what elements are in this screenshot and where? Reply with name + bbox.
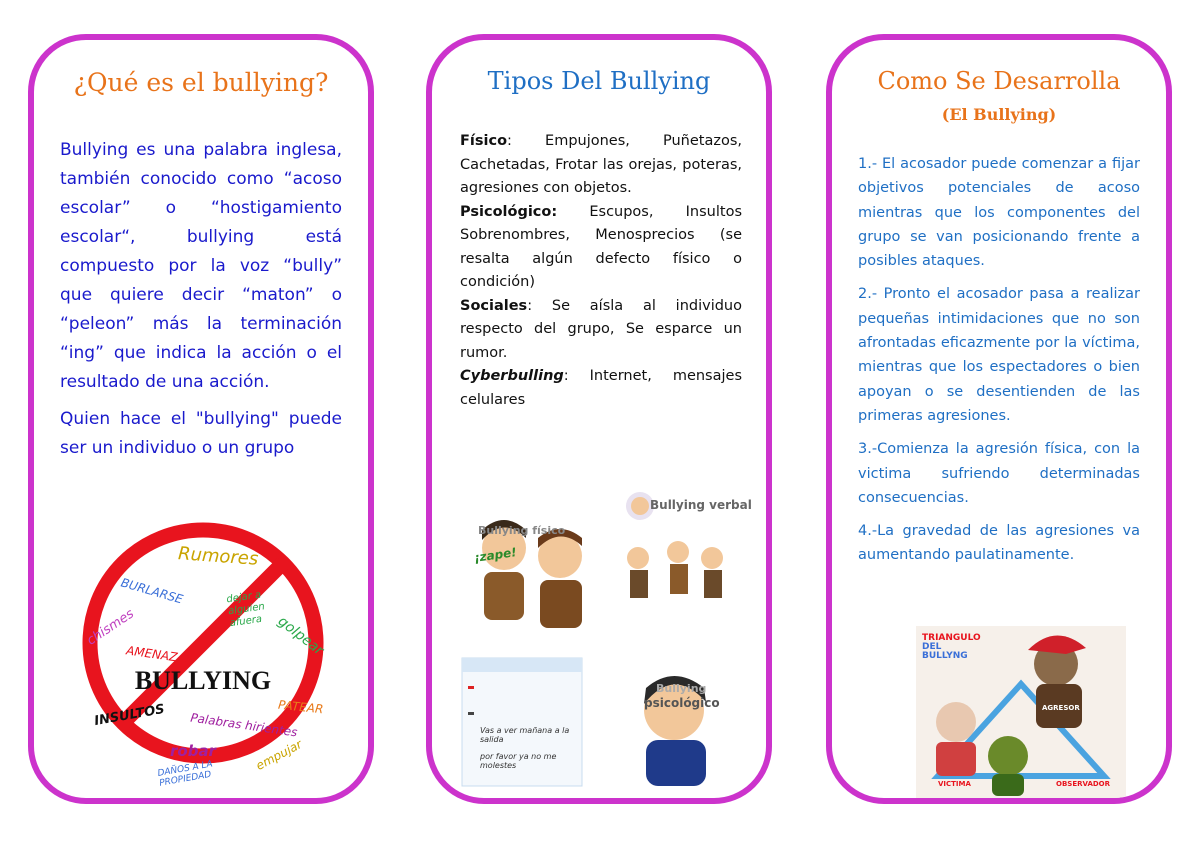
panel-types-of-bullying [426,34,772,804]
role-label: VICTIMA [938,780,971,788]
panel-title: Tipos Del Bullying [487,67,711,95]
step-item: 4.-La gravedad de las agresiones va aumentando paulatinamente. [858,523,1140,564]
step-item: 3.-Comienza la agresión física, con la victima sufriendo determinadas consecuencias. [858,441,1140,506]
type-item: Cyberbulling: Internet, mensajes celulares [460,368,742,408]
image-label: ¡zape! [473,545,518,565]
image-label: psicológico [644,696,720,710]
type-label: Físico [460,133,508,149]
bullying-label: BULLYING [134,666,272,695]
word: chismes [84,606,137,649]
chat-line: Vas a ver mañana a la salida [480,726,570,744]
bullying-types-illustration [460,460,760,790]
type-label: Psicológico: [460,203,558,220]
word: INSULTOS [93,701,166,730]
type-label: Cyberbulling [460,368,564,384]
panel-body [460,130,742,412]
image-label: Bullying verbal [650,498,752,512]
image-label: Bullying [656,682,707,695]
triangle-title: TRIANGULO DEL BULLYNG [922,633,981,661]
type-item: Psicológico: Escupos, Insultos Sobrenombres, Menosprecios (se resalta algún defecto físico o condición) [460,203,742,290]
no-bullying-illustration [78,518,328,789]
type-item: Físico: Empujones, Puñetazos, Cachetadas, Frotar las orejas, poteras, agresiones con objetos. [460,133,742,196]
word: BURLARSE [119,575,185,607]
type-item: Sociales: Se aísla al individuo respecto del grupo, Se esparce un rumor. [460,297,742,361]
step-item: 1.- El acosador puede comenzar a fijar objetivos potenciales de acoso mientras que los componentes del grupo se van posicionando frente a posibles ataques. [858,156,1140,270]
panel-body [60,136,342,486]
role-label: AGRESOR [1042,704,1080,712]
panel-title: Como Se Desarrolla [877,67,1121,95]
chat-line: por favor ya no me molestes [480,752,557,770]
word: golpear [274,613,327,659]
paragraph: Quien hace el "bullying" puede ser un individuo o un grupo [60,409,342,458]
word: robar [170,742,216,760]
word: DAÑOS A LA PROPIEDAD [156,759,214,789]
word: AMENAZAS [125,643,195,667]
observer-figure [988,736,1028,796]
word: dejar a alguien afuera [225,589,266,630]
word: Palabras hirientes [189,710,299,740]
panel-how-it-develops [826,34,1172,804]
word: empujar [253,737,305,773]
image-label: Bullying físico [478,524,566,537]
paragraph: Bullying es una palabra inglesa, también conocido como “acoso escolar” o “hostigamiento escolar“, bullying está compuesto por la voz “bully” que quiere decir “maton” o “peleon” más la terminación “ing” que indica la acción o el resultado de una acción. [60,140,342,392]
word: PATEAR [277,697,325,717]
type-label: Sociales [460,297,528,314]
panel-subtitle: (El Bullying) [941,105,1057,124]
panel-title: ¿Qué es el bullying? [73,68,329,97]
role-label: OBSERVADOR [1056,780,1111,788]
step-item: 2.- Pronto el acosador pasa a realizar pequeñas intimidaciones que no son afrontadas eficazmente por la víctima, mientras que los espectadores o bien apoyan o se desentienden de las primeras agresiones. [858,286,1140,424]
word: Rumores [177,543,259,570]
bullying-triangle-illustration [916,626,1126,798]
panel-body [858,152,1140,577]
panel-what-is-bullying [28,34,374,804]
